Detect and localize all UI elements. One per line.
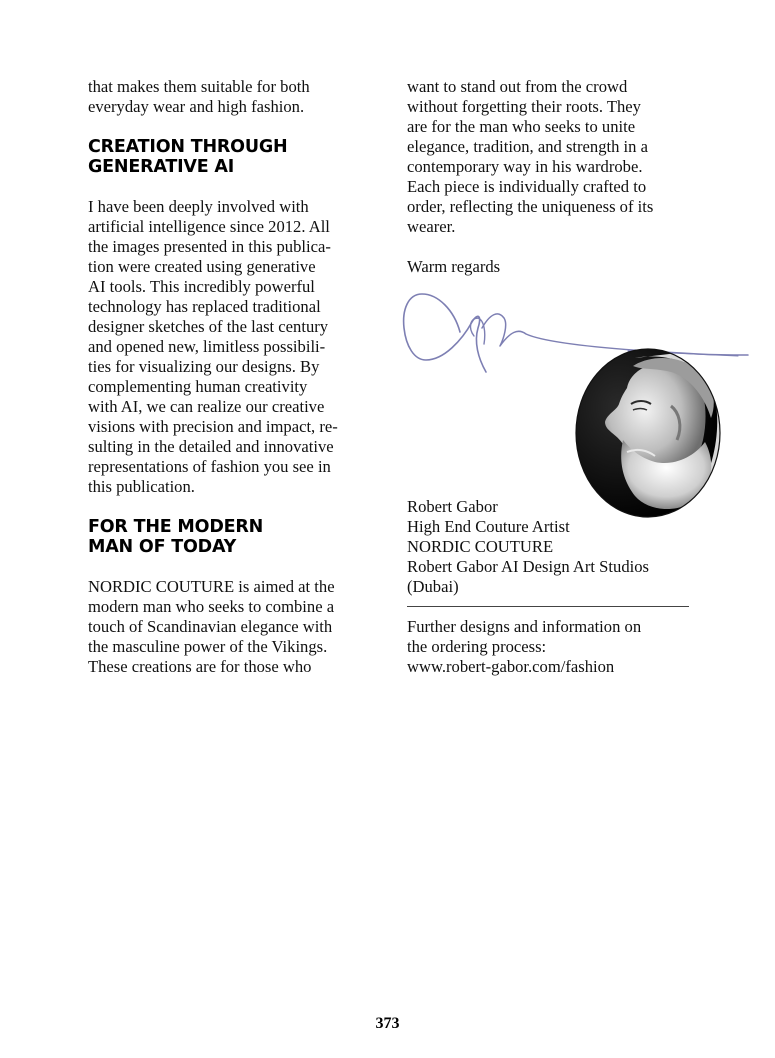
further-information [407, 617, 707, 677]
creation-paragraph [88, 197, 376, 497]
divider-rule [407, 606, 689, 607]
author-title: High End Couture Artist [407, 517, 570, 536]
text-line: complementing human creativity [88, 377, 308, 396]
text-line: wearer. [407, 217, 456, 236]
heading-line: CREATION THROUGH [88, 137, 288, 157]
page-number: 373 [375, 1015, 400, 1032]
heading-creation-through-generative-ai [88, 137, 376, 177]
text-line: with AI, we can realize our creative [88, 397, 325, 416]
text-line: representations of fashion you see in [88, 457, 331, 476]
text-line: the masculine power of the Vikings. [88, 637, 328, 656]
studio-location: (Dubai) [407, 577, 459, 596]
text-line: want to stand out from the crowd [407, 77, 628, 96]
text-line: this publication. [88, 477, 195, 496]
text-line: elegance, tradition, and strength in a [407, 137, 648, 156]
heading-line: FOR THE MODERN [88, 517, 264, 537]
text-line: are for the man who seeks to unite [407, 117, 636, 136]
text-line: NORDIC COUTURE is aimed at the [88, 577, 335, 596]
text-line: modern man who seeks to combine a [88, 597, 335, 616]
left-column [88, 77, 376, 677]
text-line: These creations are for those who [88, 657, 312, 676]
text-line: artificial intelligence since 2012. All [88, 217, 330, 236]
text-line: Each piece is individually crafted to [407, 177, 647, 196]
website-url: www.robert-gabor.com/fashion [407, 657, 615, 676]
author-name: Robert Gabor [407, 497, 498, 516]
text-line: without forgetting their roots. They [407, 97, 641, 116]
modern-man-paragraph [88, 577, 376, 677]
text-line: visions with precision and impact, re- [88, 417, 338, 436]
heading-line: MAN OF TODAY [88, 537, 237, 557]
text-line: and opened new, limitless possibili- [88, 337, 326, 356]
text-line: everyday wear and high fashion. [88, 97, 305, 116]
brand-name: NORDIC COUTURE [407, 537, 554, 556]
heading-for-the-modern-man [88, 517, 376, 557]
text-line: the ordering process: [407, 637, 547, 656]
text-line: AI tools. This incredibly powerful [88, 277, 315, 296]
closing-line: Warm regards [407, 257, 501, 276]
text-line: contemporary way in his wardrobe. [407, 157, 643, 176]
text-line: Further designs and information on [407, 617, 642, 636]
text-line: tion were created using generative [88, 257, 316, 276]
studio-name: Robert Gabor AI Design Art Studios [407, 557, 649, 576]
text-line: sulting in the detailed and innovative [88, 437, 334, 456]
text-line: that makes them suitable for both [88, 77, 310, 96]
text-line: order, reflecting the uniqueness of its [407, 197, 654, 216]
continuation-paragraph [407, 77, 697, 237]
text-line: I have been deeply involved with [88, 197, 309, 216]
intro-paragraph-end [88, 77, 376, 117]
author-portrait-photo [575, 348, 721, 518]
right-column [407, 77, 697, 277]
text-line: touch of Scandinavian elegance with [88, 617, 333, 636]
text-line: technology has replaced traditional [88, 297, 321, 316]
text-line: designer sketches of the last century [88, 317, 329, 336]
text-line: the images presented in this publica- [88, 237, 331, 256]
text-line: ties for visualizing our designs. By [88, 357, 320, 376]
author-signature-block [407, 497, 707, 597]
heading-line: GENERATIVE AI [88, 157, 235, 177]
